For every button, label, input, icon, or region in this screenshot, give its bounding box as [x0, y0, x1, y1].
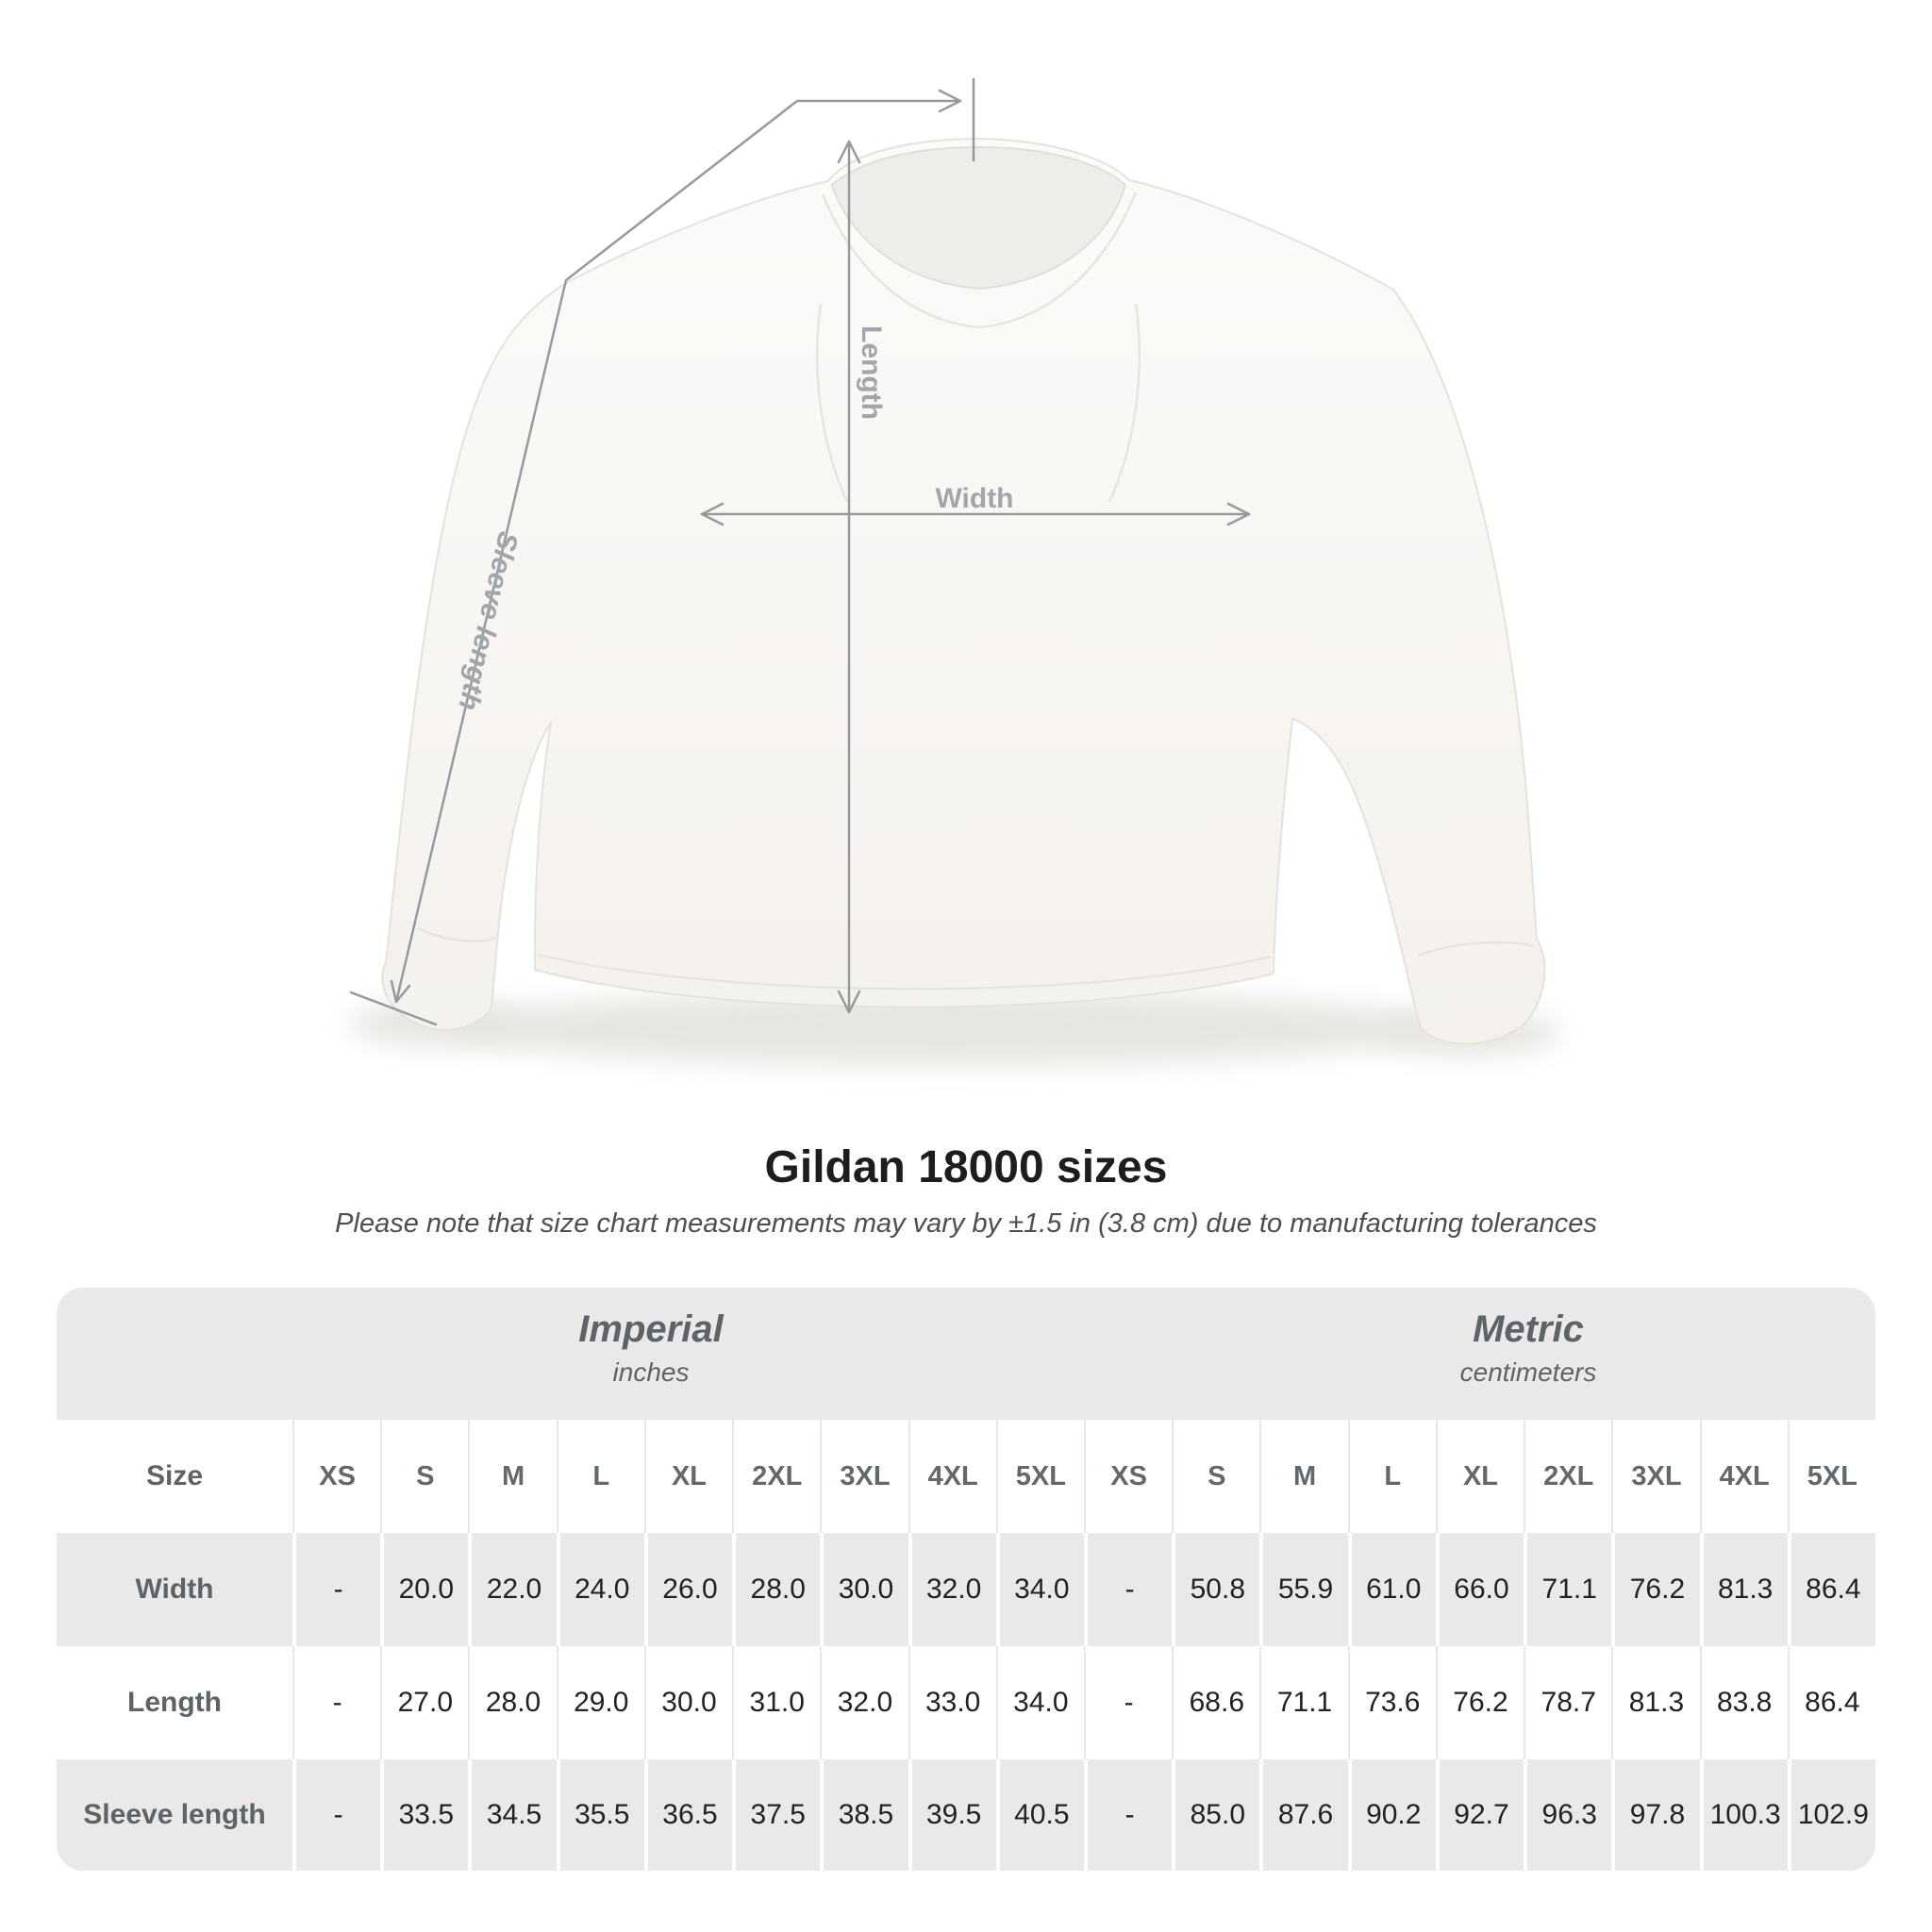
size-column-header: 5XL [996, 1420, 1084, 1533]
measurement-cell: - [1084, 1646, 1172, 1759]
measurement-cell: 87.6 [1259, 1759, 1347, 1871]
width-row [57, 1533, 1875, 1646]
measurement-cell: 71.1 [1524, 1533, 1611, 1646]
measurement-cell: 34.0 [996, 1533, 1084, 1646]
tolerance-note: Please note that size chart measurements may vary by ±1.5 in (3.8 cm) due to manufacturing tolerances [335, 1208, 1597, 1239]
size-column-header: M [1259, 1420, 1347, 1533]
measurement-cell: 28.0 [732, 1533, 820, 1646]
size-column-header: 2XL [1524, 1420, 1611, 1533]
size-table [57, 1288, 1875, 1871]
measurement-cell: 81.3 [1700, 1533, 1788, 1646]
measurement-cell: 92.7 [1436, 1759, 1524, 1871]
measurement-cell: 32.0 [908, 1533, 996, 1646]
measurement-cell: 31.0 [732, 1646, 820, 1759]
measurement-cell: 86.4 [1788, 1533, 1875, 1646]
sleeve-length-row [57, 1759, 1875, 1871]
size-column-header: XS [292, 1420, 380, 1533]
width-row-label: Width [135, 1574, 214, 1605]
measurement-cell: 100.3 [1700, 1759, 1788, 1871]
measurement-cell: 26.0 [644, 1533, 732, 1646]
measurement-cell: 34.5 [468, 1759, 556, 1871]
size-header-row [57, 1420, 1875, 1533]
size-column-header: XL [1436, 1420, 1524, 1533]
measurement-cell: - [292, 1646, 380, 1759]
size-corner-label: Size [145, 1460, 204, 1491]
measurement-cell: 36.5 [644, 1759, 732, 1871]
measurement-cell: 30.0 [644, 1646, 732, 1759]
metric-title: Metric [1473, 1308, 1584, 1350]
measurement-cell: 20.0 [380, 1533, 468, 1646]
measurement-cell: 78.7 [1524, 1646, 1611, 1759]
measurement-cell: 38.5 [820, 1759, 908, 1871]
width-label: Width [935, 483, 1014, 514]
size-column-header: 4XL [1700, 1420, 1788, 1533]
measurement-cell: 33.5 [380, 1759, 468, 1871]
size-column-header: L [1348, 1420, 1436, 1533]
measurement-cell: 27.0 [380, 1646, 468, 1759]
size-column-header: 4XL [908, 1420, 996, 1533]
size-column-header: L [557, 1420, 644, 1533]
page-title: Gildan 18000 sizes [764, 1142, 1168, 1192]
size-column-header: S [380, 1420, 468, 1533]
size-column-header: 3XL [1611, 1420, 1699, 1533]
unit-header-band [57, 1288, 1875, 1420]
measurement-cell: 97.8 [1611, 1759, 1699, 1871]
length-label: Length [856, 325, 887, 420]
imperial-header [578, 1307, 723, 1388]
sleeve-length-label: Sleeve length [452, 528, 525, 714]
size-column-header: 2XL [732, 1420, 820, 1533]
measurement-cell: 22.0 [468, 1533, 556, 1646]
measurement-cell: 96.3 [1524, 1759, 1611, 1871]
measurement-cell: - [1084, 1759, 1172, 1871]
measurement-cell: - [292, 1533, 380, 1646]
measurement-cell: - [1084, 1533, 1172, 1646]
measurement-cell: 76.2 [1611, 1533, 1699, 1646]
measurement-cell: 86.4 [1788, 1646, 1875, 1759]
measurement-cell: 50.8 [1172, 1533, 1259, 1646]
measurement-cell: 37.5 [732, 1759, 820, 1871]
measurement-cell: 32.0 [820, 1646, 908, 1759]
measurement-cell: 66.0 [1436, 1533, 1524, 1646]
length-row-label: Length [127, 1687, 222, 1718]
measurement-cell: 35.5 [557, 1759, 644, 1871]
measurement-cell: 39.5 [908, 1759, 996, 1871]
measurement-cell: 30.0 [820, 1533, 908, 1646]
imperial-unit: inches [612, 1357, 690, 1387]
sleeve-row-label: Sleeve length [83, 1799, 266, 1830]
measurement-cell: 28.0 [468, 1646, 556, 1759]
measurement-cell: 34.0 [996, 1646, 1084, 1759]
measurement-cell: - [292, 1759, 380, 1871]
measurement-cell: 71.1 [1259, 1646, 1347, 1759]
measurement-cell: 33.0 [908, 1646, 996, 1759]
measurement-cell: 81.3 [1611, 1646, 1699, 1759]
measurement-cell: 90.2 [1348, 1759, 1436, 1871]
size-column-header: 5XL [1788, 1420, 1875, 1533]
measurement-cell: 76.2 [1436, 1646, 1524, 1759]
measurement-cell: 68.6 [1172, 1646, 1259, 1759]
measurement-cell: 40.5 [996, 1759, 1084, 1871]
size-column-header: XS [1084, 1420, 1172, 1533]
measurement-cell: 55.9 [1259, 1533, 1347, 1646]
measurement-cell: 29.0 [557, 1646, 644, 1759]
imperial-title: Imperial [578, 1308, 724, 1350]
measurement-cell: 83.8 [1700, 1646, 1788, 1759]
measurement-cell: 102.9 [1788, 1759, 1875, 1871]
measurement-cell: 24.0 [557, 1533, 644, 1646]
metric-unit: centimeters [1459, 1357, 1597, 1387]
size-column-header: 3XL [820, 1420, 908, 1533]
measurement-cell: 61.0 [1348, 1533, 1436, 1646]
measurement-cell: 73.6 [1348, 1646, 1436, 1759]
size-column-header: S [1172, 1420, 1259, 1533]
metric-header [1460, 1307, 1597, 1388]
measurement-cell: 85.0 [1172, 1759, 1259, 1871]
size-column-header: M [468, 1420, 556, 1533]
size-column-header: XL [644, 1420, 732, 1533]
length-row [57, 1646, 1875, 1759]
